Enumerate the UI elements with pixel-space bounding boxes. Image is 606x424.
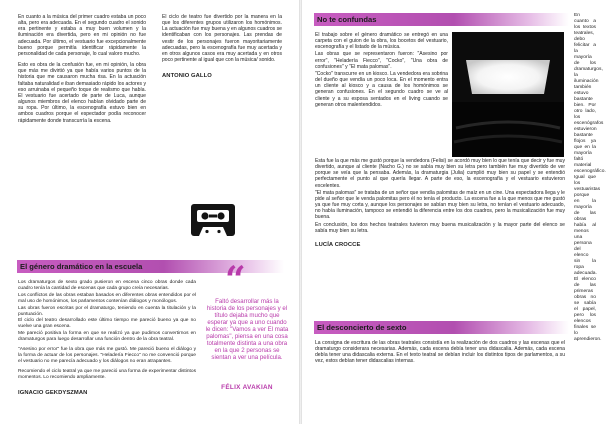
cassette-icon [190, 203, 236, 237]
paragraph: En conclusión, los dos hechos teatrales tuvieron muy buena musicalización y la mayor parte del elenco se sabía muy bien su letra. [315, 221, 565, 234]
paragraph: Las obras que se representaron fueron: "Asesino por error", "Heladería Fiecco", "Cocko", "Una obra de confusiones" y "El mata palomas". [315, 51, 448, 70]
paragraph: La consigna de escritura de las obras teatrales consistía en la realización de dos cuadros y las escenas que el dramaturgo considerara necesarias. Además, cada escena debía tener una didascalia. Además, cada escena debía tener una didascalia externa. En el texto teatral se debían incluir los distintos tipos de parlamentos, a su vez, estos debían tener didascalias internas. [315, 340, 565, 365]
section-heading: No te confundas [314, 13, 569, 26]
paragraph: Los conflictos de las obras estaban basados en diferentes obras entendidos por el mal uso de homónimos, los parlamentos contenían diálogos y monólogos. [18, 292, 196, 304]
column-left-1 [18, 14, 146, 129]
section-heading: El género dramático en la escuela [17, 260, 284, 273]
pull-quote-author: FÉLIX AVAKIAN [221, 384, 273, 391]
left-page [0, 0, 300, 424]
section-heading: El desconcierto de sexto [314, 321, 569, 334]
paragraph: "Cocko" transcurre en un kiosco. La vendedora era sobrina del dueño que vendía un poco loca. En el momento entra un cliente al kiosco y a causa de los homónimos se generan confusiones. En el segundo cuadro se ve al cliente y a su esposa sentados en el living cuando se generan otros malentendidos. [315, 70, 448, 108]
right-page [302, 0, 606, 424]
paragraph: Las obras fueron escritas por el dramaturgo, teniendo en cuenta la titulación y la puntuación. [18, 305, 196, 317]
paragraph: "El mata palomas" se trataba de un señor que vendía palomitas de maíz en un cine. Una espectadora llega y le pide al señor que le venda palomitas pero él no tenía el producto. La escena fue a la que menos que me gustó ya que fue muy corta y, aunque los personajes se sabían muy bien su letra, no tenían el vestuario adecuado, no había iluminación, tampoco se entendió la diferencia entre los dos cuadros, pero la musicalización fue muy buena. [315, 189, 565, 221]
quote-mark-icon: “ [225, 259, 246, 301]
author-name: IGNACIO GEKDYSZMAN [18, 389, 88, 396]
paragraph: En cuanto a los textos teatrales, debo felicitar a la mayoría de los dramaturgos, la iluminación también estuvo bastante bien. Por otro lado, los escenógrafos estuvieron bastante flojos ya que en la mayoría faltó material escenográfico. Igual que los vestuaristas porque en la mayoría de las obras había al menos una persona del elenco sin la ropa adecuada. El elenco de las primeras obras no se sabía el papel, pero los elencos finales se lo aprendieron. [574, 13, 606, 342]
paragraph: Recomiendo el ciclo teatral ya que me pareció una forma de experimentar distintos momentos. Lo recomiendo ampliamente. [18, 368, 196, 380]
paragraph: El ciclo del teatro desarrollado este último tiempo me pareció bueno ya que no vuelve una gran escena. [18, 318, 196, 330]
section-body [18, 280, 196, 397]
article-column-2 [574, 13, 606, 344]
paragraph: Me pareció positiva la forma en que se realizó ya que pudimos convertirnos en dramaturgos para luego desarrollar una función dentro de la obra teatral. [18, 331, 196, 343]
article-column-1 [315, 32, 448, 109]
article-column-1-continued [315, 158, 565, 248]
pull-quote: Faltó desarrollar más la historia de los personajes y el título dejaba mucho que esperar ya que a uno cuando le dicen: "Vamos a ver El mata palomas", piensa en una cosa totalmente distinta a una obra en la que 2 personas se sientan a ver una película. [205, 298, 289, 361]
paragraph: El trabajo sobre el género dramático se entregó en una carpeta con el guion de la obra, los bocetos del vestuario, escenografía y el listado de la música. [315, 32, 448, 51]
author-name: LUCÍA CROCCE [315, 241, 361, 248]
column-left-2 [162, 14, 282, 79]
paragraph: Los dramaturgos de sexto grado pusieron en escena cinco obras donde cada cuadro tenía la cantidad de escenas que cada grupo creía necesarias. [18, 280, 196, 291]
cinema-screen-photo [452, 32, 564, 157]
paragraph: Esta fue la que más me gustó porque la vendedora (Felisi) se acordó muy bien lo que tenía que decir y fue muy divertido, aunque al cliente (Nacho G.) no se sabía muy bien su letra pero también fue muy divertido de ver porque se veía que la pensaba. Además, la dramaturgia (Julia) cumplió muy bien su papel y se entendió perfectamente el punto al que quería llegar. A parte de eso, la escenografía y el vestuario estuvieron excelentes. [315, 158, 565, 189]
section-body [315, 340, 565, 370]
paragraph: "Asesino por error" fue la obra que más me gustó. Me pareció bueno el diálogo y la forma de actuar de los personajes. "Heladería Fiecco" no me convenció porque el vestuario no me parecía adecuado y los diálogos no eran atrapantes. [18, 347, 196, 364]
author-name: ANTONIO GALLO [162, 73, 212, 80]
paragraph: En cuanto a la música del primer cuadro estaba un poco alta, pero era adecuada. En el segundo cuadro el sonido era pertinente y estaba a muy buen volumen y la iluminación era divertida, pero en mi opinión no fue adecuada. Por último, el vestuario fue excepcionalmente bueno porque permitía identificar rápidamente la personalidad de cada personaje, lo cual valoro mucho. [18, 14, 146, 57]
paragraph: El ciclo de teatro fue divertido por la manera en la que los diferentes grupos utilizaron los homónimos. La actuación fue muy buena y en algunos cuadros se identificaban con los personajes. Las prendas de vestir de los personajes fueron mayoritariamente adecuadas, pero la escenografía fue muy acertada y en otros algunos casos era muy acertada y en otros poco pertinente al igual que con la música/ sonido. [162, 14, 282, 64]
paragraph: Esto es obra de la confusión fue, en mi opinión, la obra que más me divirtió ya que había varios puntos de la historia que me causaron mucha risa. En la actuación faltaba naturalidad e iban demasiado rápido los actores y eso arruinaba el pequeño toque de realismo que había. El vestuario fue acertado de parte de Luca, aunque algunos miembros del elenco habían olvidado parte de su ropa. Por último, la escenografía estuvo bien en ambos cuadros porque el espectador podía reconocer rápidamente donde transcurría la escena. [18, 62, 146, 124]
